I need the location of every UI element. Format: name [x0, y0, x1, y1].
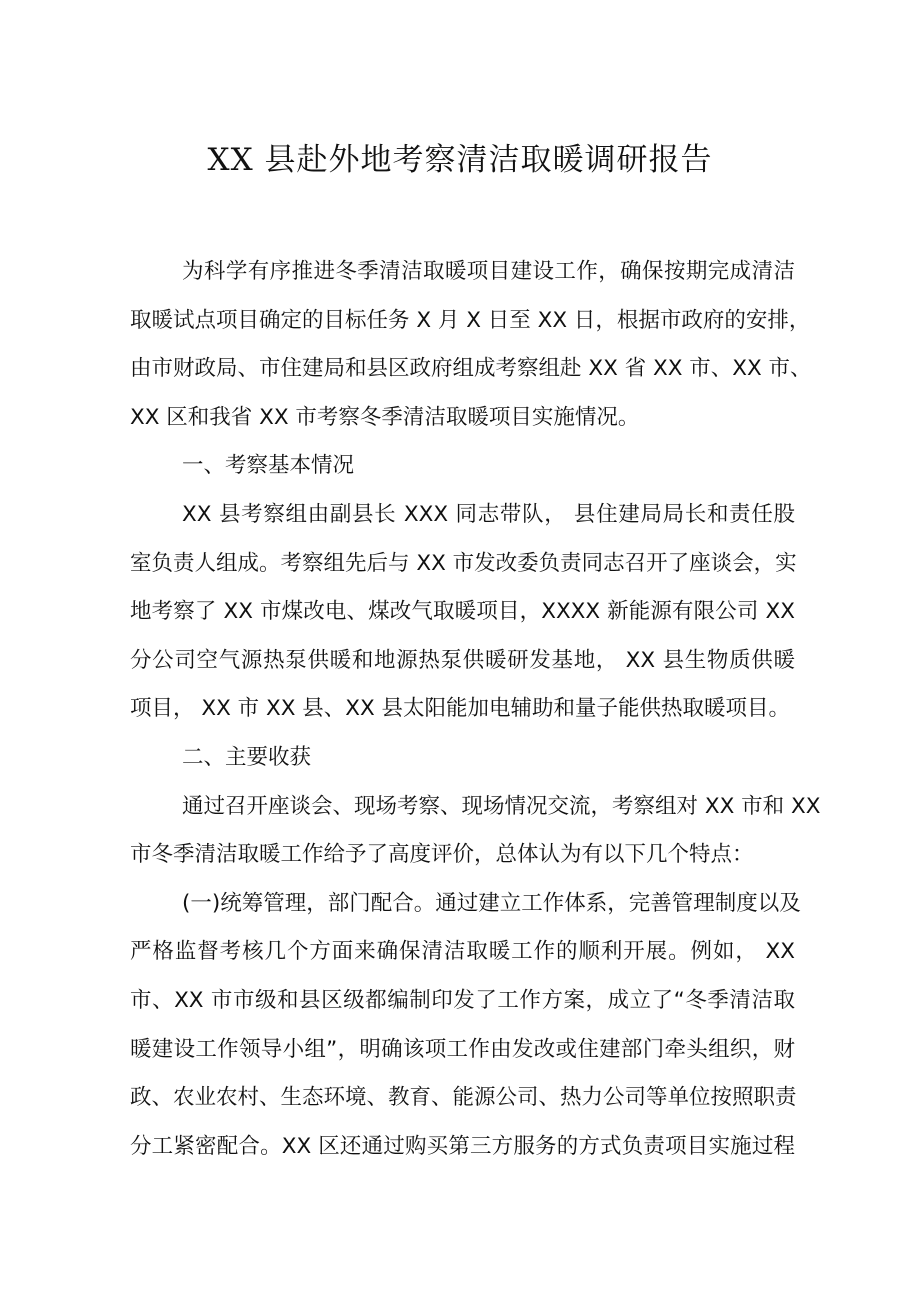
- paragraph-line: 地考察了 XX 市煤改电、煤改气取暖项目，XXXX 新能源有限公司 XX: [130, 599, 795, 625]
- paragraph-line: (一)统筹管理，部门配合。通过建立工作体系，完善管理制度以及: [182, 890, 801, 916]
- paragraph-line: 政、农业农村、生态环境、教育、能源公司、热力公司等单位按照职责: [130, 1085, 797, 1111]
- paragraph-line: 通过召开座谈会、现场考察、现场情况交流，考察组对 XX 市和 XX: [182, 793, 821, 819]
- paragraph-line: 严格监督考核几个方面来确保清洁取暖工作的顺利开展。例如， XX: [130, 939, 795, 965]
- paragraph-line: XX 区和我省 XX 市考察冬季清洁取暖项目实施情况。: [130, 404, 640, 430]
- paragraph-line: 为科学有序推进冬季清洁取暖项目建设工作，确保按期完成清洁: [182, 259, 795, 284]
- document-title: XX 县赴外地考察清洁取暖调研报告: [207, 142, 713, 178]
- paragraph-line: 暖建设工作领导小组”，明确该项工作由发改或住建部门牵头组织，财: [130, 1036, 795, 1062]
- document-body: [130, 248, 821, 1171]
- paragraph-line: 项目， XX 市 XX 县、XX 县太阳能加电辅助和量子能供热取暖项目。: [130, 696, 791, 722]
- paragraph-line: 市、XX 市市级和县区级都编制印发了工作方案，成立了“冬季清洁取: [130, 987, 795, 1013]
- paragraph-line: 分公司空气源热泵供暖和地源热泵供暖研发基地， XX 县生物质供暖: [130, 647, 795, 673]
- paragraph-line: 由市财政局、市住建局和县区政府组成考察组赴 XX 省 XX 市、XX 市、: [130, 356, 812, 382]
- section-heading: 二、主要收获: [182, 744, 312, 770]
- paragraph-line: 分工紧密配合。XX 区还通过购买第三方服务的方式负责项目实施过程: [130, 1133, 795, 1159]
- paragraph-line: 市冬季清洁取暖工作给予了高度评价，总体认为有以下几个特点：: [130, 842, 754, 868]
- paragraph-line: 室负责人组成。考察组先后与 XX 市发改委负责同志召开了座谈会，实: [130, 550, 797, 576]
- paragraph-line: 取暖试点项目确定的目标任务 X 月 X 日至 XX 日，根据市政府的安排，: [130, 307, 811, 333]
- section-heading: 一、考察基本情况: [182, 453, 355, 479]
- paragraph-line: XX 县考察组由副县长 XXX 同志带队， 县住建局局长和责任股: [182, 501, 795, 527]
